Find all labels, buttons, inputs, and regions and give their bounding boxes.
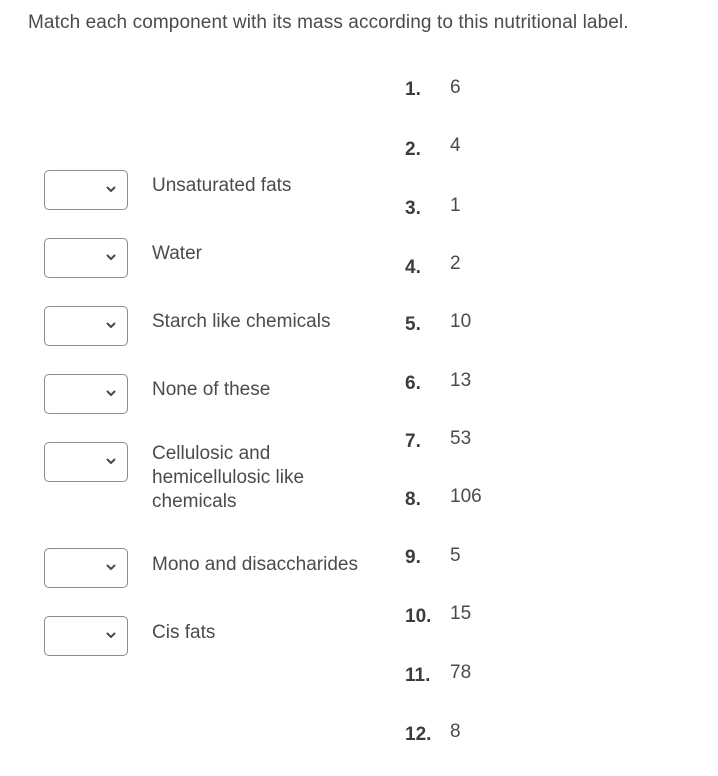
prompt-label-1: Unsaturated fats bbox=[152, 175, 292, 196]
option-number: 10. bbox=[405, 606, 432, 627]
option-number: 8. bbox=[405, 489, 421, 510]
match-select-6[interactable] bbox=[44, 548, 128, 588]
option-value: 10 bbox=[450, 311, 472, 332]
prompt-label-5: Cellulosic and hemicellulosic like chemicals bbox=[152, 443, 305, 512]
match-select-5[interactable] bbox=[44, 442, 128, 482]
match-select-4[interactable] bbox=[44, 374, 128, 414]
prompt-label-6: Mono and disaccharides bbox=[152, 554, 358, 575]
prompt-label-7: Cis fats bbox=[152, 622, 216, 643]
chevron-down-icon bbox=[103, 559, 119, 575]
prompt-label-3: Starch like chemicals bbox=[152, 311, 331, 332]
match-select-2[interactable] bbox=[44, 238, 128, 278]
option-number: 3. bbox=[405, 198, 421, 219]
option-number: 12. bbox=[405, 724, 432, 745]
option-value: 15 bbox=[450, 603, 472, 624]
chevron-down-icon bbox=[103, 181, 119, 197]
option-number: 5. bbox=[405, 314, 421, 335]
match-select-7[interactable] bbox=[44, 616, 128, 656]
chevron-down-icon bbox=[103, 385, 119, 401]
chevron-down-icon bbox=[103, 249, 119, 265]
option-value: 5 bbox=[450, 545, 461, 566]
option-value: 4 bbox=[450, 135, 461, 156]
option-value: 53 bbox=[450, 428, 472, 449]
match-select-1[interactable] bbox=[44, 170, 128, 210]
option-value: 2 bbox=[450, 253, 461, 274]
prompt-label-2: Water bbox=[152, 243, 202, 264]
match-select-3[interactable] bbox=[44, 306, 128, 346]
option-number: 2. bbox=[405, 139, 421, 160]
option-number: 9. bbox=[405, 547, 421, 568]
option-number: 4. bbox=[405, 257, 421, 278]
option-number: 1. bbox=[405, 79, 421, 100]
option-number: 11. bbox=[405, 665, 431, 686]
prompt-label-4: None of these bbox=[152, 379, 271, 400]
chevron-down-icon bbox=[103, 627, 119, 643]
chevron-down-icon bbox=[103, 453, 119, 469]
option-value: 6 bbox=[450, 77, 461, 98]
option-value: 13 bbox=[450, 370, 472, 391]
option-value: 78 bbox=[450, 662, 472, 683]
option-number: 6. bbox=[405, 373, 421, 394]
option-value: 8 bbox=[450, 721, 461, 742]
question-text: Match each component with its mass according to this nutritional label. bbox=[28, 12, 629, 33]
chevron-down-icon bbox=[103, 317, 119, 333]
option-value: 1 bbox=[450, 195, 461, 216]
option-number: 7. bbox=[405, 431, 421, 452]
option-value: 106 bbox=[450, 486, 482, 507]
